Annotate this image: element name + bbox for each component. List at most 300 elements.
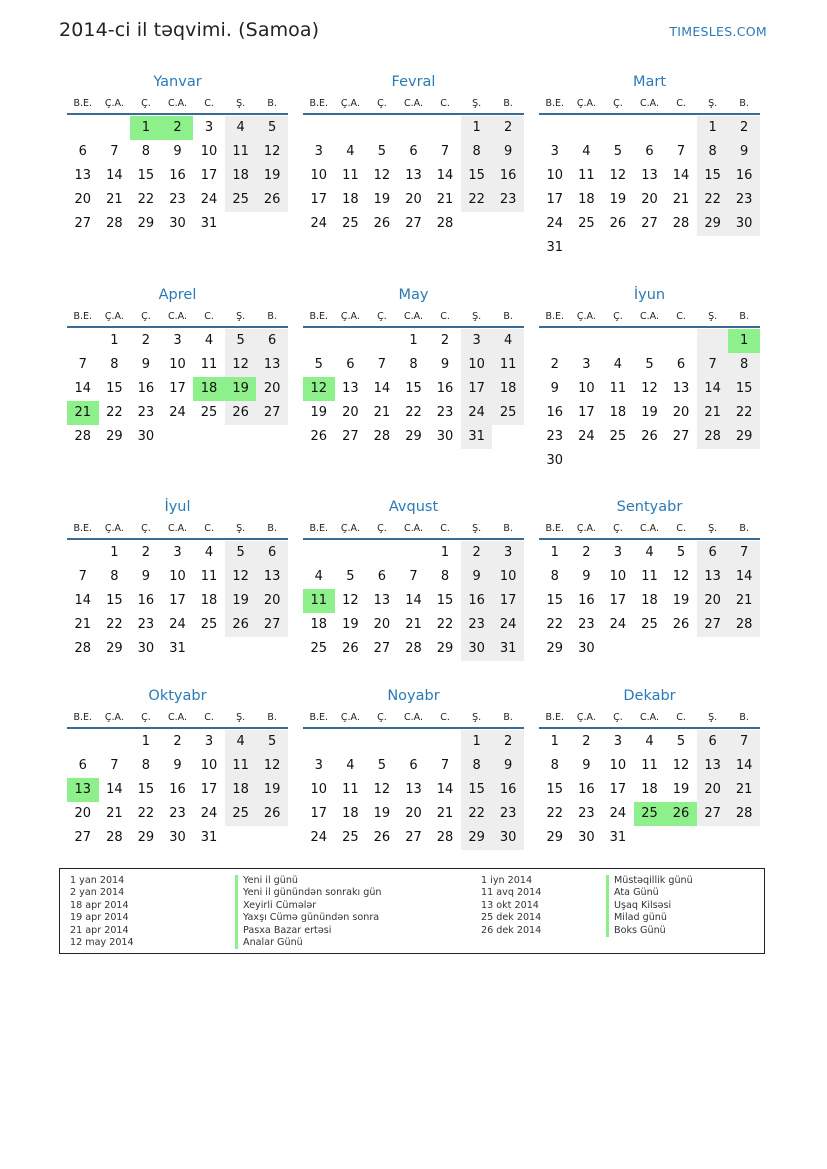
legend-date: 11 avq 2014 [481, 887, 542, 899]
day-cell: 2 [492, 730, 524, 754]
legend-names-left [235, 875, 382, 949]
day-cell: 24 [609, 806, 627, 821]
day-cell: 1 [141, 734, 151, 749]
day-cell: 5 [225, 541, 257, 565]
month-name: Aprel [158, 287, 197, 303]
weekday-label: B.E. [309, 98, 329, 109]
weekday-label: B. [267, 98, 277, 109]
day-grid [539, 116, 760, 260]
day-cell: 13 [641, 168, 658, 183]
day-cell: 25 [578, 216, 595, 231]
day-cell: 7 [110, 758, 119, 773]
day-cell: 11 [303, 589, 335, 613]
day-cell: 12 [373, 782, 391, 797]
day-cell: 4 [225, 730, 257, 754]
day-cell: 15 [137, 168, 155, 183]
legend-holiday-name: Pasxa Bazar ertəsi [235, 925, 382, 937]
weekday-label: Ç.A. [576, 311, 596, 322]
day-cell: 16 [169, 782, 186, 797]
day-cell: 11 [641, 569, 658, 584]
day-cell: 30 [578, 641, 595, 656]
day-cell: 12 [373, 168, 391, 183]
month-may [303, 284, 524, 449]
day-cell: 18 [225, 778, 257, 802]
weekday-label: Ç. [377, 98, 387, 109]
weekday-header [539, 709, 760, 729]
empty-cell [398, 116, 430, 140]
weekday-label: B.E. [545, 523, 565, 534]
weekday-label: Ç. [613, 712, 623, 723]
day-cell: 23 [436, 405, 454, 420]
day-cell: 16 [728, 164, 760, 188]
weekday-header [67, 709, 288, 729]
day-cell: 13 [342, 381, 359, 396]
day-cell: 19 [373, 806, 391, 821]
legend-holiday-name: Ata Günü [606, 887, 693, 899]
day-cell: 29 [546, 830, 564, 845]
day-cell: 31 [546, 240, 564, 255]
day-cell: 2 [141, 545, 151, 560]
day-cell: 7 [440, 144, 450, 159]
day-cell: 15 [697, 164, 729, 188]
day-cell: 21 [373, 405, 391, 420]
empty-cell [366, 329, 398, 353]
empty-cell [634, 449, 666, 473]
day-cell: 29 [461, 826, 493, 850]
day-cell: 8 [409, 357, 418, 372]
legend-holiday-name: Milad günü [606, 912, 693, 924]
day-cell: 1 [461, 730, 493, 754]
weekday-label: B.E. [309, 311, 329, 322]
month-name: Oktyabr [148, 688, 207, 704]
weekday-label: B.E. [309, 712, 329, 723]
day-cell: 4 [346, 144, 355, 159]
day-cell: 10 [609, 569, 627, 584]
empty-cell [539, 116, 571, 140]
empty-cell [665, 637, 697, 661]
day-cell: 29 [106, 429, 123, 444]
weekday-label: B. [503, 712, 513, 723]
day-cell: 24 [546, 216, 564, 231]
day-cell: 21 [106, 806, 123, 821]
day-cell: 12 [609, 168, 627, 183]
day-cell: 23 [137, 405, 155, 420]
empty-cell [665, 116, 697, 140]
empty-cell [697, 329, 729, 353]
day-grid [303, 730, 524, 850]
day-cell: 27 [342, 429, 359, 444]
day-cell: 6 [697, 541, 729, 565]
day-cell: 15 [461, 164, 493, 188]
weekday-label: C.A. [167, 523, 187, 534]
day-cell: 6 [409, 758, 418, 773]
day-cell: 30 [137, 429, 155, 444]
day-cell: 26 [373, 216, 391, 231]
day-cell: 23 [578, 617, 595, 632]
legend-date: 26 dek 2014 [481, 924, 542, 936]
weekday-label: C. [204, 712, 214, 723]
day-grid [539, 541, 760, 661]
day-cell: 17 [578, 405, 595, 420]
day-cell: 7 [110, 144, 119, 159]
day-cell: 2 [582, 734, 591, 749]
day-cell: 25 [200, 405, 218, 420]
day-cell: 13 [697, 565, 729, 589]
day-cell: 16 [436, 381, 454, 396]
day-cell: 19 [672, 782, 690, 797]
weekday-label: Ş. [236, 311, 246, 322]
empty-cell [602, 329, 634, 353]
day-cell: 10 [609, 758, 627, 773]
day-cell: 25 [641, 617, 658, 632]
day-cell: 13 [256, 353, 288, 377]
empty-cell [697, 637, 729, 661]
day-cell: 1 [697, 116, 729, 140]
weekday-header [303, 308, 524, 328]
day-cell: 25 [342, 830, 359, 845]
weekday-label: B.E. [545, 98, 565, 109]
day-cell: 18 [342, 806, 359, 821]
day-cell: 27 [74, 216, 92, 231]
day-grid [67, 541, 288, 661]
empty-cell [728, 637, 760, 661]
weekday-label: B. [503, 523, 513, 534]
weekday-header [303, 709, 524, 729]
day-cell: 5 [256, 730, 288, 754]
day-cell: 13 [672, 381, 690, 396]
day-cell: 30 [169, 830, 186, 845]
day-cell: 26 [672, 617, 690, 632]
day-cell: 31 [492, 637, 524, 661]
day-cell: 23 [492, 188, 524, 212]
day-cell: 5 [377, 144, 387, 159]
day-cell: 21 [436, 192, 454, 207]
day-cell: 17 [169, 593, 186, 608]
weekday-label: Ç.A. [340, 523, 360, 534]
day-cell: 25 [310, 641, 328, 656]
legend-holiday-name: Analar Günü [235, 937, 382, 949]
empty-cell [728, 236, 760, 260]
empty-cell [366, 116, 398, 140]
day-cell: 28 [106, 216, 123, 231]
empty-cell [602, 236, 634, 260]
empty-cell [728, 826, 760, 850]
month-name: Avqust [388, 499, 439, 515]
day-cell: 15 [728, 377, 760, 401]
day-cell: 7 [409, 569, 418, 584]
day-cell: 9 [728, 140, 760, 164]
weekday-label: C.A. [639, 98, 659, 109]
day-cell: 16 [578, 782, 595, 797]
day-cell: 8 [728, 353, 760, 377]
day-cell: 27 [641, 216, 658, 231]
day-cell: 24 [169, 617, 186, 632]
day-cell: 7 [440, 758, 450, 773]
day-cell: 5 [346, 569, 355, 584]
day-cell: 7 [377, 357, 387, 372]
day-cell: 21 [728, 589, 760, 613]
day-cell: 11 [200, 569, 218, 584]
weekday-label: Ş. [708, 712, 718, 723]
day-cell: 8 [461, 754, 493, 778]
day-cell: 2 [492, 116, 524, 140]
weekday-label: B.E. [545, 712, 565, 723]
empty-cell [256, 826, 288, 850]
weekday-label: Ş. [708, 523, 718, 534]
day-cell: 26 [609, 216, 627, 231]
empty-cell [193, 637, 225, 661]
day-cell: 2 [582, 545, 591, 560]
day-cell: 2 [440, 333, 450, 348]
day-cell: 20 [373, 617, 391, 632]
day-cell: 17 [200, 168, 218, 183]
day-cell: 30 [492, 826, 524, 850]
day-cell: 4 [645, 545, 654, 560]
weekday-label: C. [440, 523, 450, 534]
empty-cell [602, 637, 634, 661]
day-cell: 13 [405, 168, 422, 183]
empty-cell [539, 329, 571, 353]
empty-cell [67, 541, 99, 565]
day-cell: 31 [200, 216, 218, 231]
day-cell: 9 [582, 569, 591, 584]
month-oktyabr [67, 685, 288, 850]
weekday-header [67, 520, 288, 540]
weekday-label: C.A. [167, 98, 187, 109]
empty-cell [366, 541, 398, 565]
day-cell: 22 [106, 405, 123, 420]
day-cell: 21 [74, 617, 92, 632]
weekday-label: Ç.A. [104, 311, 124, 322]
legend-date: 25 dek 2014 [481, 912, 542, 924]
day-cell: 29 [546, 641, 564, 656]
day-cell: 12 [256, 754, 288, 778]
day-cell: 26 [225, 613, 257, 637]
day-cell: 18 [609, 405, 627, 420]
day-cell: 26 [256, 188, 288, 212]
month-mart [539, 71, 760, 260]
weekday-label: Ş. [708, 311, 718, 322]
day-cell: 18 [200, 593, 218, 608]
day-cell: 22 [461, 802, 493, 826]
month-avqust [303, 496, 524, 661]
legend-date: 2 yan 2014 [70, 887, 125, 899]
day-cell: 1 [110, 333, 119, 348]
day-cell: 5 [676, 545, 686, 560]
month-name: Dekabr [623, 688, 676, 704]
day-cell: 26 [665, 802, 697, 826]
day-cell: 7 [728, 541, 760, 565]
empty-cell [571, 329, 603, 353]
day-cell: 3 [314, 758, 323, 773]
day-cell: 31 [200, 830, 218, 845]
weekday-header [67, 95, 288, 115]
day-cell: 8 [440, 569, 450, 584]
weekday-label: C.A. [639, 523, 659, 534]
weekday-label: Ş. [236, 523, 246, 534]
day-cell: 3 [492, 541, 524, 565]
day-cell: 13 [256, 565, 288, 589]
empty-cell [256, 212, 288, 236]
day-cell: 30 [461, 637, 493, 661]
day-cell: 17 [546, 192, 564, 207]
empty-cell [665, 329, 697, 353]
day-cell: 11 [225, 140, 257, 164]
weekday-label: Ç.A. [576, 98, 596, 109]
day-grid [539, 730, 760, 850]
day-cell: 8 [110, 357, 119, 372]
day-cell: 30 [137, 641, 155, 656]
day-cell: 22 [436, 617, 454, 632]
day-cell: 14 [106, 168, 123, 183]
day-cell: 12 [342, 593, 359, 608]
day-cell: 18 [310, 617, 328, 632]
legend-date: 21 apr 2014 [70, 924, 129, 936]
day-cell: 6 [256, 329, 288, 353]
day-cell: 4 [204, 333, 214, 348]
empty-cell [728, 449, 760, 473]
day-cell: 25 [342, 216, 359, 231]
day-cell: 6 [256, 541, 288, 565]
day-cell: 4 [582, 144, 591, 159]
day-cell: 30 [436, 429, 454, 444]
day-cell: 24 [609, 617, 627, 632]
day-cell: 15 [461, 778, 493, 802]
legend-holiday-name: Yaxşı Cümə günündən sonra [235, 912, 382, 924]
weekday-label: B. [267, 311, 277, 322]
legend-date: 1 iyn 2014 [481, 875, 533, 886]
day-cell: 30 [169, 216, 186, 231]
month-name: Yanvar [153, 74, 202, 90]
day-cell: 22 [461, 188, 493, 212]
day-cell: 7 [676, 144, 686, 159]
month-name: May [398, 287, 429, 303]
day-cell: 25 [492, 401, 524, 425]
day-cell: 15 [137, 782, 155, 797]
empty-cell [225, 826, 257, 850]
month-name: İyul [164, 499, 191, 515]
empty-cell [665, 236, 697, 260]
weekday-label: Ş. [472, 98, 482, 109]
day-cell: 9 [173, 144, 182, 159]
day-cell: 3 [613, 734, 623, 749]
day-cell: 5 [314, 357, 323, 372]
day-cell: 9 [582, 758, 591, 773]
day-cell: 17 [310, 806, 328, 821]
weekday-label: Ş. [236, 712, 246, 723]
empty-cell [67, 116, 99, 140]
legend-holiday-name: Boks Günü [606, 925, 693, 937]
empty-cell [571, 116, 603, 140]
day-cell: 5 [676, 734, 686, 749]
day-grid [539, 329, 760, 473]
day-cell: 12 [672, 758, 690, 773]
day-cell: 29 [106, 641, 123, 656]
weekday-label: Ç.A. [340, 98, 360, 109]
day-cell: 27 [672, 429, 690, 444]
day-cell: 10 [492, 565, 524, 589]
weekday-label: C. [204, 311, 214, 322]
legend-holiday-name: Xeyirli Cümələr [235, 900, 382, 912]
day-cell: 20 [697, 778, 729, 802]
site-link[interactable]: TIMESLES.COM [669, 24, 767, 39]
empty-cell [461, 212, 493, 236]
weekday-label: Ç. [377, 523, 387, 534]
day-cell: 6 [697, 730, 729, 754]
day-cell: 17 [492, 589, 524, 613]
weekday-label: C. [204, 98, 214, 109]
day-cell: 30 [728, 212, 760, 236]
day-cell: 20 [405, 806, 422, 821]
day-cell: 9 [492, 754, 524, 778]
day-cell: 10 [310, 168, 328, 183]
empty-cell [162, 425, 194, 449]
legend-date: 1 yan 2014 [70, 875, 125, 886]
day-cell: 28 [672, 216, 690, 231]
day-cell: 18 [641, 593, 658, 608]
day-grid [67, 329, 288, 449]
day-cell: 22 [137, 192, 155, 207]
weekday-label: C. [204, 523, 214, 534]
day-cell: 23 [492, 802, 524, 826]
day-cell: 24 [310, 216, 328, 231]
empty-cell [602, 116, 634, 140]
day-cell: 19 [609, 192, 627, 207]
weekday-label: B. [739, 712, 749, 723]
day-grid [67, 116, 288, 236]
day-cell: 22 [106, 617, 123, 632]
day-cell: 19 [342, 617, 359, 632]
day-cell: 12 [225, 565, 257, 589]
day-cell: 25 [634, 802, 666, 826]
day-cell: 28 [373, 429, 391, 444]
legend-holiday-name: Müstəqillik günü [606, 875, 693, 887]
day-cell: 23 [546, 429, 564, 444]
month-i̇yun [539, 284, 760, 473]
weekday-label: Ç. [141, 712, 151, 723]
empty-cell [398, 730, 430, 754]
day-cell: 3 [173, 333, 182, 348]
weekday-label: B. [267, 523, 277, 534]
day-cell: 8 [697, 140, 729, 164]
day-cell: 13 [67, 778, 99, 802]
day-cell: 24 [200, 192, 218, 207]
weekday-label: C.A. [403, 311, 423, 322]
weekday-label: B.E. [73, 712, 93, 723]
empty-cell [193, 425, 225, 449]
month-yanvar [67, 71, 288, 236]
legend-date: 18 apr 2014 [70, 899, 129, 911]
day-cell: 4 [613, 357, 623, 372]
day-cell: 21 [405, 617, 422, 632]
day-cell: 19 [373, 192, 391, 207]
day-cell: 11 [641, 758, 658, 773]
day-cell: 24 [578, 429, 595, 444]
day-cell: 24 [310, 830, 328, 845]
day-cell: 16 [492, 164, 524, 188]
weekday-header [539, 520, 760, 540]
day-cell: 29 [405, 429, 422, 444]
weekday-label: Ç. [141, 523, 151, 534]
day-cell: 6 [78, 144, 87, 159]
month-aprel [67, 284, 288, 449]
day-cell: 13 [373, 593, 391, 608]
day-cell: 15 [546, 782, 564, 797]
day-cell: 22 [546, 806, 564, 821]
weekday-label: B.E. [545, 311, 565, 322]
day-cell: 10 [200, 758, 218, 773]
weekday-header [303, 95, 524, 115]
